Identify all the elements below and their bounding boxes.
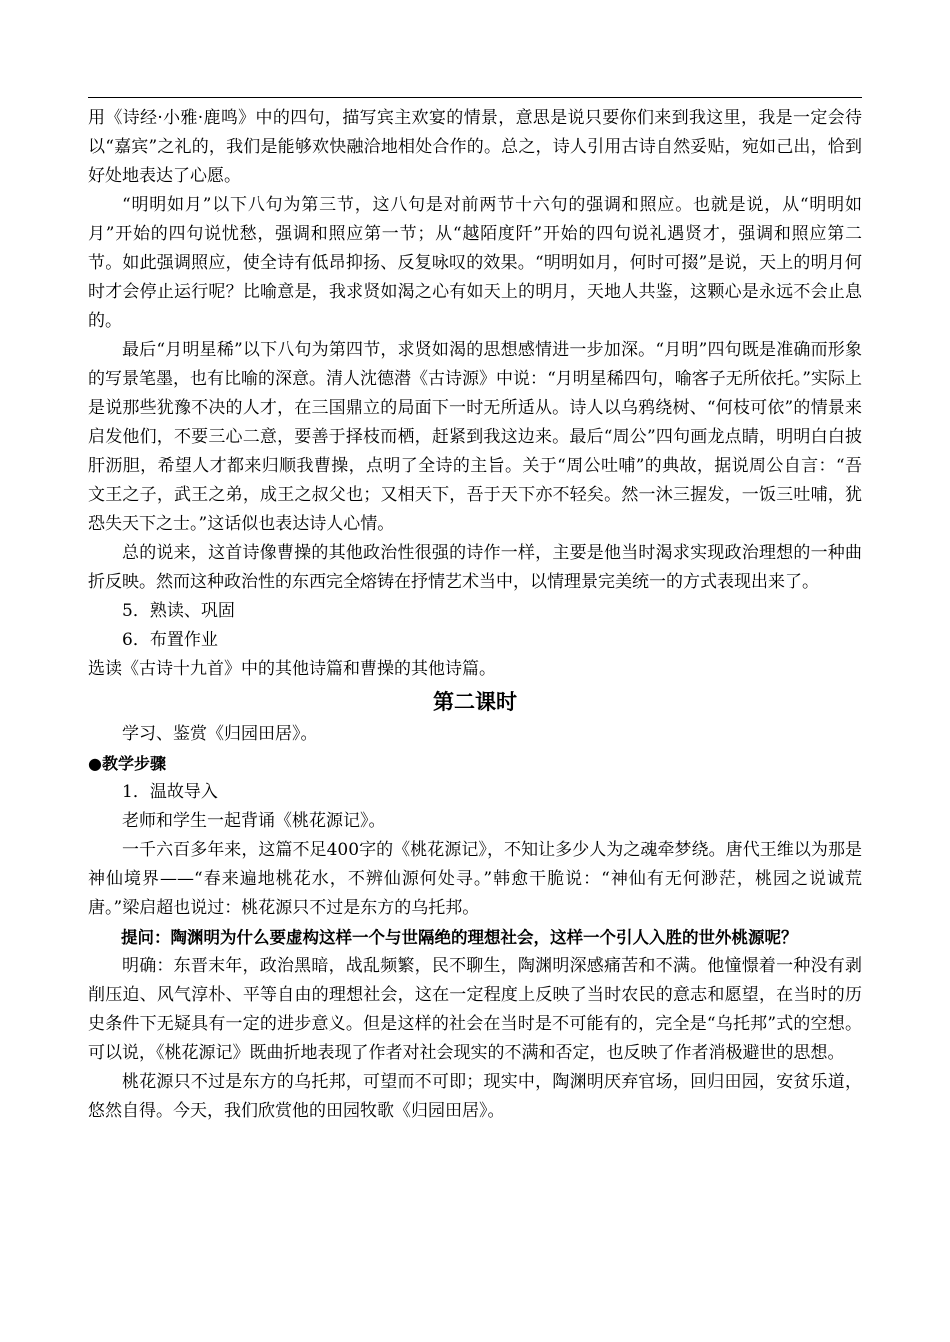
paragraph-fourth-section: 最后“月明星稀”以下八句为第四节，求贤如渴的思想感情进一步加深。“月明”四句既是准确而形象的写景笔墨，也有比喻的深意。清人沈德潜《古诗源》中说：“月明星稀四句，喻客子无所依托。”实际上是说那些犹豫不决的人才，在三国鼎立的局面下一时无所适从。诗人以乌鸦绕树、“何枝可依”的情景来启发他们，不要三心二意，要善于择枝而栖，赶紧到我这边来。最后“周公”四句画龙点睛，明明白白披肝沥胆，希望人才都来归顺我曹操，点明了全诗的主旨。关于“周公吐哺”的典故，据说周公自言：“吾文王之子，武王之弟，成王之叔父也；又相天下，吾于天下亦不轻矣。然一沐三握发，一饭三吐哺，犹恐失天下之士。”这话似也表达诗人心情。 xyxy=(88,340,862,534)
paragraph-recite: 老师和学生一起背诵《桃花源记》。 xyxy=(122,811,386,831)
paragraph-transition: 桃花源只不过是东方的乌托邦，可望而不可即；现实中，陶渊明厌弃官场，回归田园，安贫乐道，悠然自得。今天，我们欣赏他的田园牧歌《归园田居》。 xyxy=(88,1072,862,1121)
paragraph-answer: 明确：东晋末年，政治黑暗，战乱频繁，民不聊生，陶渊明深感痛苦和不满。他憧憬着一种没有剥削压迫、风气淳朴、平等自由的理想社会，这在一定程度上反映了当时农民的意志和愿望，在当时的历史条件下无疑具有一定的进步意义。但是这样的社会在当时是不可能有的，完全是“乌托邦”式的空想。可以说，《桃花源记》既曲折地表现了作者对社会现实的不满和否定，也反映了作者消极避世的思想。 xyxy=(88,956,862,1063)
paragraph-history: 一千六百多年来，这篇不足400字的《桃花源记》，不知让多少人为之魂牵梦绕。唐代王维以为那是神仙境界——“春来遍地桃花水，不辨仙源何处寻。”韩愈干脆说：“神仙有无何渺茫，桃园之说诚荒唐。”梁启超也说过：桃花源只不过是东方的乌托邦。 xyxy=(88,840,862,918)
paragraph-third-section: “明明如月”以下八句为第三节，这八句是对前两节十六句的强调和照应。也就是说，从“明明如月”开始的四句说忧愁，强调和照应第一节；从“越陌度阡”开始的四句说礼遇贤才，强调和照应第二节。如此强调照应，使全诗有低昂抑扬、反复咏叹的效果。“明明如月，何时可掇”是说，天上的明月何时才会停止运行呢？比喻意是，我求贤如渴之心有如天上的明月，天地人共鉴，这颗心是永远不会止息的。 xyxy=(88,195,862,331)
step-reading: 5．熟读、巩固 xyxy=(122,601,235,621)
paragraph-summary: 总的说来，这首诗像曹操的其他政治性很强的诗作一样，主要是他当时渴求实现政治理想的一种曲折反映。然而这种政治性的东西完全熔铸在抒情艺术当中，以情理景完美统一的方式表现出来了。 xyxy=(88,543,862,592)
header-rule xyxy=(88,97,862,98)
document-body xyxy=(88,104,862,1126)
lesson-intro: 学习、鉴赏《归园田居》。 xyxy=(122,724,318,744)
steps-heading: ●教学步骤 xyxy=(88,754,166,773)
step-review: 1．温故导入 xyxy=(122,782,218,802)
paragraph-continuation: 用《诗经·小雅·鹿鸣》中的四句，描写宾主欢宴的情景，意思是说只要你们来到我这里，我是一定会待以“嘉宾”之礼的，我们是能够欢快融洽地相处合作的。总之，诗人引用古诗自然妥贴，宛如己出，恰到好处地表达了心愿。 xyxy=(88,108,862,186)
homework-text: 选读《古诗十九首》中的其他诗篇和曹操的其他诗篇。 xyxy=(88,659,496,679)
question-paragraph: 提问：陶渊明为什么要虚构这样一个与世隔绝的理想社会，这样一个引人入胜的世外桃源呢？ xyxy=(121,928,798,947)
section-title: 第二课时 xyxy=(433,690,517,714)
step-homework: 6．布置作业 xyxy=(122,630,218,650)
